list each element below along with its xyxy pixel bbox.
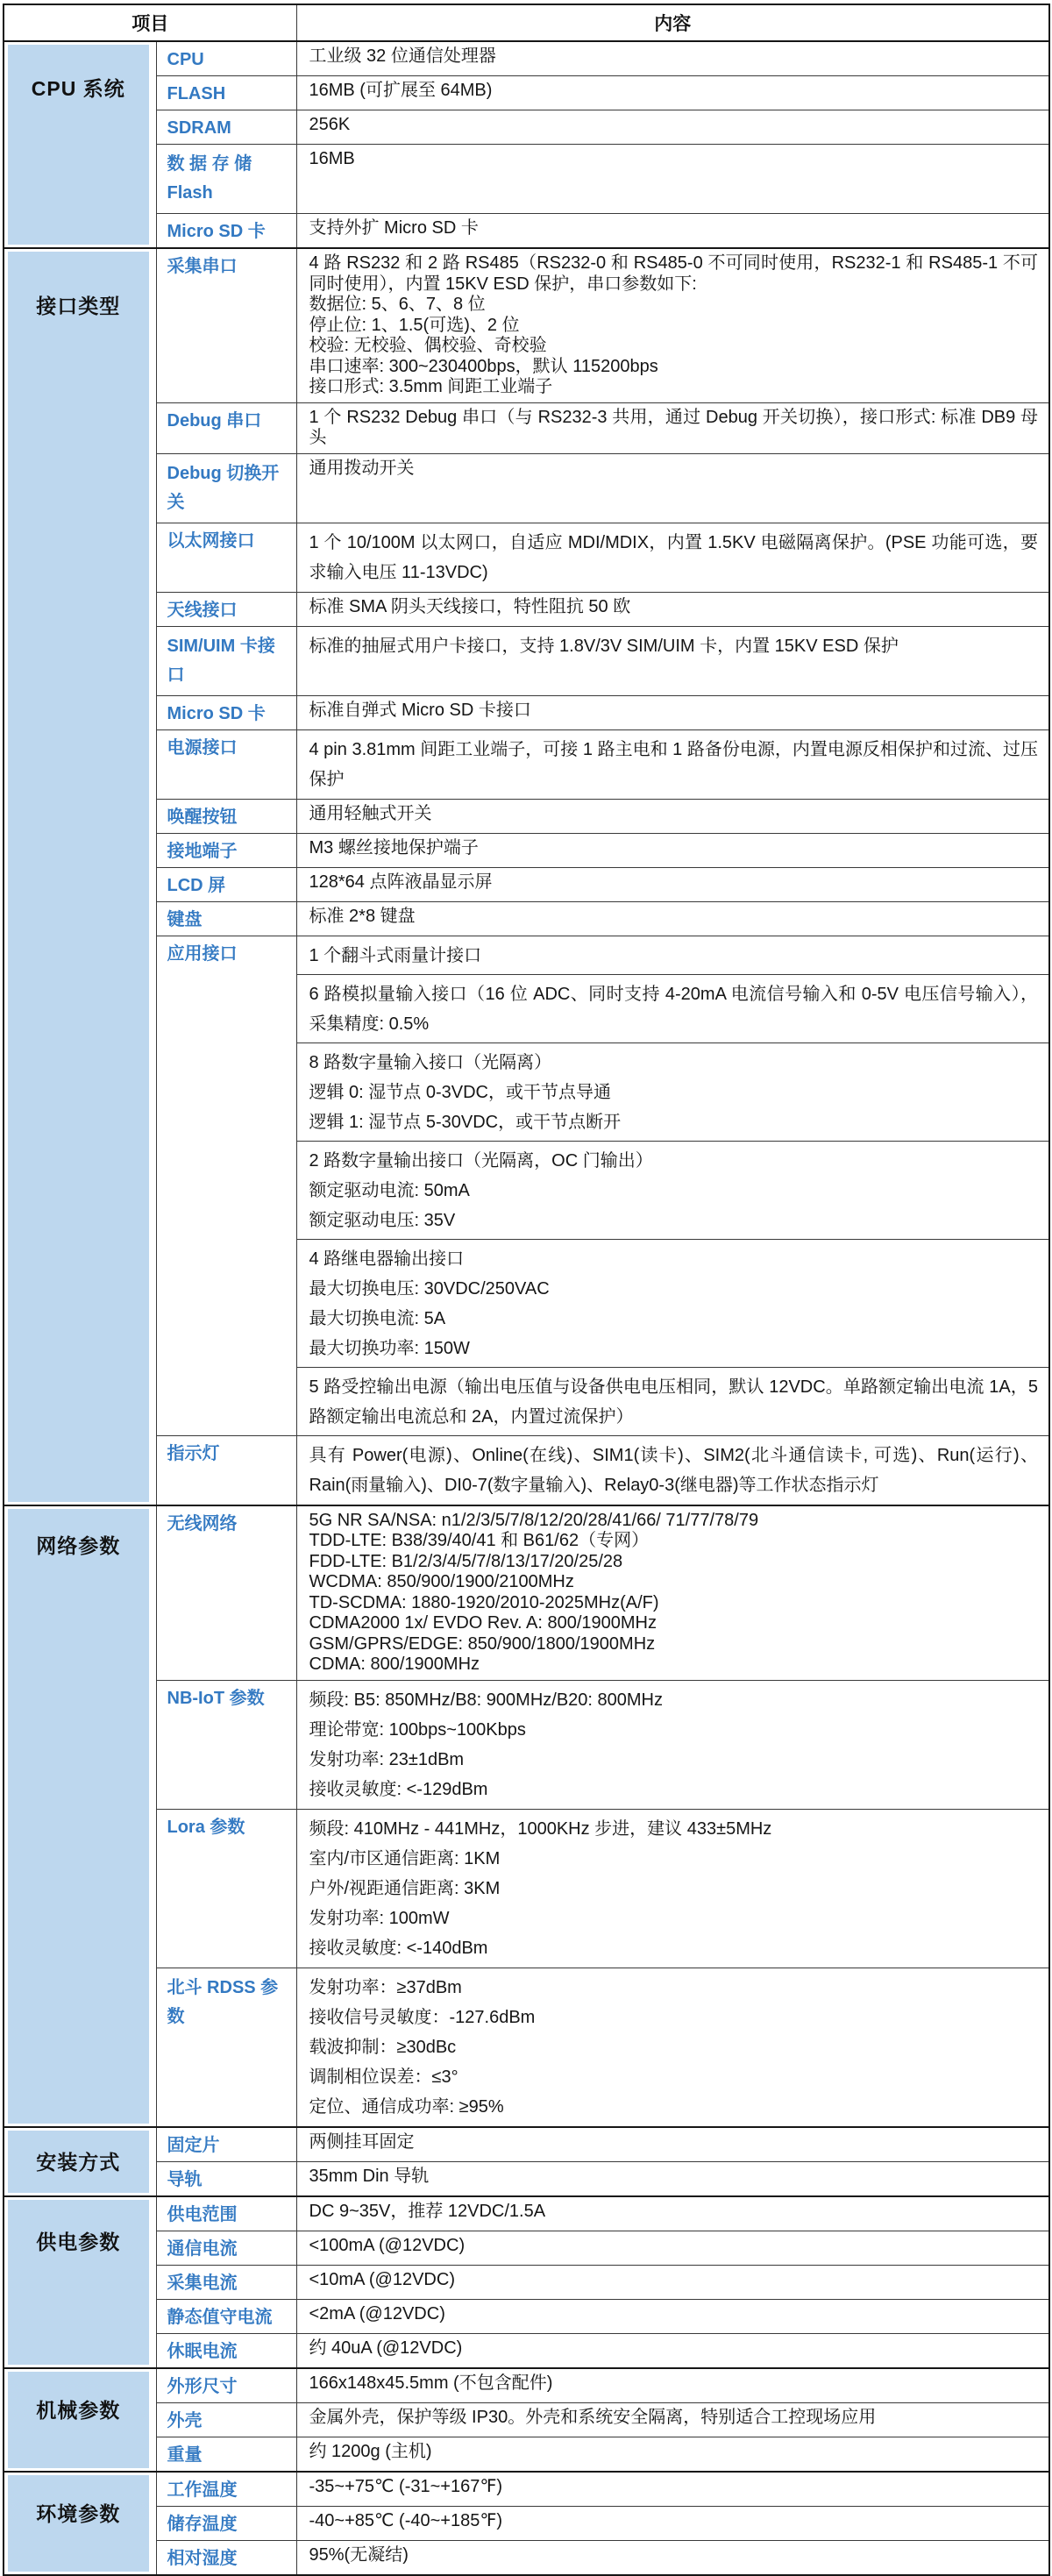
spec-text-line: M3 螺丝接地保护端子 (309, 837, 479, 857)
spec-text-line: <10mA (@12VDC) (309, 2269, 455, 2289)
spec-text-line: 1 个 10/100M 以太网口，自适应 MDI/MDIX，内置 1.5KV 电磁隔离保护。(PSE 功能可选，要求输入电压 11-13VDC) (309, 532, 1038, 582)
spec-row (4, 2437, 1049, 2472)
spec-item-label: CPU (156, 41, 296, 76)
spec-text-line: -40~+85℃ (-40~+185℉) (309, 2510, 503, 2530)
spec-item-label: NB-IoT 参数 (156, 1680, 296, 1809)
spec-item-label: 指示灯 (156, 1435, 296, 1505)
spec-text-line: 载波抑制：≥30dBc (309, 2037, 457, 2057)
spec-text-line: 最大切换功率: 150W (309, 1338, 470, 1358)
spec-cell-body (297, 1968, 1049, 2126)
spec-content-cell (296, 453, 1049, 523)
spec-row (4, 2127, 1049, 2162)
spec-item-label: 工作温度 (156, 2472, 296, 2507)
spec-item-label: 外形尺寸 (156, 2368, 296, 2403)
spec-text-line: GSM/GPRS/EDGE: 850/900/1800/1900MHz (309, 1633, 656, 1654)
spec-text-line: 额定驱动电流: 50mA (309, 1180, 470, 1200)
spec-text-line: 35mm Din 导轨 (309, 2166, 430, 2186)
spec-row (4, 2472, 1049, 2507)
spec-text-line: 接收灵敏度: <-140dBm (309, 1938, 488, 1958)
spec-subcell (297, 1141, 1049, 1239)
spec-text-line: 户外/视距通信距离: 3KM (309, 1878, 501, 1898)
spec-item-label: 静态值守电流 (156, 2299, 296, 2333)
spec-text-line: 128*64 点阵液晶显示屏 (309, 872, 493, 892)
spec-item-label: 休眠电流 (156, 2333, 296, 2368)
spec-text-line: 频段: 410MHz - 441MHz，1000KHz 步进，建议 433±5MHz (309, 1818, 772, 1839)
category-label: 网络参数 (36, 1534, 121, 1557)
spec-content-cell (296, 523, 1049, 592)
spec-content-cell (296, 799, 1049, 833)
spec-row (4, 41, 1049, 76)
category-cell (4, 41, 156, 248)
spec-text-line: 5G NR SA/NSA: n1/2/3/5/7/8/12/20/28/41/66/ 71/77/78/79 (309, 1510, 759, 1530)
category-cell (4, 2368, 156, 2472)
spec-row (4, 2506, 1049, 2540)
spec-text-line: 数据位: 5、6、7、8 位 (309, 295, 486, 314)
spec-row (4, 901, 1049, 936)
spec-cell-body (297, 403, 1049, 453)
spec-item-label: Debug 串口 (156, 402, 296, 453)
spec-text-line: 发射功率：≥37dBm (309, 1977, 462, 1997)
spec-cell-body (297, 145, 1049, 174)
spec-content-cell (296, 695, 1049, 729)
spec-row (4, 936, 1049, 1435)
spec-text-line: 约 1200g (主机) (309, 2441, 432, 2461)
spec-row (4, 799, 1049, 833)
spec-text-line: <100mA (@12VDC) (309, 2235, 466, 2255)
spec-content-cell (296, 1435, 1049, 1505)
spec-text-line: 理论带宽: 100bps~100Kbps (309, 1719, 526, 1740)
category-cell (4, 1505, 156, 2127)
category-highlight (8, 2372, 149, 2468)
spec-text-line: 166x148x45.5mm (不包含配件) (309, 2373, 553, 2393)
spec-item-label: 采集电流 (156, 2265, 296, 2299)
spec-text-line: 额定驱动电压: 35V (309, 1210, 456, 1230)
spec-item-label: 接地端子 (156, 833, 296, 867)
spec-cell-body (297, 2231, 1049, 2261)
spec-cell-body (297, 800, 1049, 829)
spec-cell-body (297, 214, 1049, 244)
spec-text-line: TDD-LTE: B38/39/40/41 和 B61/62（专网） (309, 1531, 650, 1550)
spec-content-cell (296, 592, 1049, 626)
spec-item-label: 键盘 (156, 901, 296, 936)
spec-subcell (297, 1239, 1049, 1367)
spec-content-cell (296, 626, 1049, 695)
spec-text-line: 标准 2*8 键盘 (309, 906, 416, 926)
spec-text-line: 定位、通信成功率: ≥95% (309, 2096, 504, 2117)
spec-row (4, 1505, 1049, 1681)
spec-content-cell (296, 2472, 1049, 2507)
spec-cell-body (297, 1436, 1049, 1505)
category-label: 环境参数 (36, 2501, 121, 2525)
spec-content-cell (296, 145, 1049, 214)
spec-content-cell (296, 1809, 1049, 1968)
spec-text-line: DC 9~35V，推荐 12VDC/1.5A (309, 2201, 546, 2221)
spec-row (4, 2265, 1049, 2299)
spec-text-line: 5 路受控输出电源（输出电压值与设备供电电压相同，默认 12VDC。单路额定输出电流 1A，5 路额定输出电流总和 2A，内置过流保护） (309, 1377, 1038, 1427)
spec-subcell (297, 936, 1049, 974)
spec-subcell (297, 1042, 1049, 1141)
spec-cell-body (297, 834, 1049, 864)
spec-content-cell (296, 2540, 1049, 2575)
spec-text-line: 接收灵敏度: <-129dBm (309, 1779, 488, 1799)
header-row (4, 4, 1049, 41)
spec-text-line: TD-SCDMA: 1880-1920/2010-2025MHz(A/F) (309, 1592, 659, 1612)
spec-text-line: 6 路模拟量输入接口（16 位 ADC、同时支持 4-20mA 电流信号输入和 0-5V 电压信号输入），采集精度: 0.5% (309, 984, 1038, 1034)
spec-text-line: 工业级 32 位通信处理器 (309, 46, 496, 66)
spec-content-cell (296, 729, 1049, 799)
spec-cell-body (297, 1681, 1049, 1809)
spec-row (4, 729, 1049, 799)
spec-text-line: CDMA: 800/1900MHz (309, 1654, 480, 1674)
spec-text-line: 1 个 RS232 Debug 串口（与 RS232-3 共用，通过 Debug 开关切换），接口形式: 标准 DB9 母头 (309, 407, 1038, 447)
spec-text-line: 逻辑 0: 湿节点 0-3VDC，或干节点导通 (309, 1082, 611, 1102)
spec-text-line: 室内/市区通信距离: 1KM (309, 1848, 501, 1868)
spec-text-line: -35~+75℃ (-31~+167℉) (309, 2476, 503, 2496)
spec-cell-body (297, 593, 1049, 623)
spec-cell-body (297, 2162, 1049, 2192)
spec-cell-body (297, 902, 1049, 932)
spec-row (4, 248, 1049, 402)
spec-row (4, 110, 1049, 145)
spec-content-cell (296, 110, 1049, 145)
spec-content-cell (296, 214, 1049, 249)
spec-text-line: 发射功率: 100mW (309, 1908, 450, 1928)
spec-row (4, 76, 1049, 110)
spec-content-cell (296, 2333, 1049, 2368)
spec-row (4, 523, 1049, 592)
spec-text-line: 接口形式: 3.5mm 间距工业端子 (309, 377, 553, 396)
header-content-cell: 内容 (296, 4, 1049, 41)
spec-cell-body (297, 249, 1049, 402)
spec-cell-body (297, 868, 1049, 898)
spec-text-line: 通用拨动开关 (309, 458, 415, 478)
category-cell (4, 2472, 156, 2575)
spec-content-cell (296, 2127, 1049, 2162)
spec-item-label: 外壳 (156, 2402, 296, 2437)
spec-item-label: Micro SD 卡 (156, 695, 296, 729)
category-cell (4, 248, 156, 1505)
spec-text-line: 4 路继电器输出接口 (309, 1249, 465, 1269)
category-highlight (8, 45, 149, 245)
spec-row (4, 2161, 1049, 2196)
spec-text-line: 标准的抽屉式用户卡接口，支持 1.8V/3V SIM/UIM 卡，内置 15KV ESD 保护 (309, 636, 899, 656)
category-highlight (8, 2475, 149, 2572)
spec-text-line: 逻辑 1: 湿节点 5-30VDC，或干节点断开 (309, 1112, 622, 1132)
spec-text-line: 95%(无凝结) (309, 2544, 409, 2565)
category-label: CPU 系统 (31, 77, 125, 100)
spec-row (4, 833, 1049, 867)
spec-text-line: 最大切换电压: 30VDC/250VAC (309, 1278, 550, 1299)
spec-content-cell (296, 2506, 1049, 2540)
spec-cell-body (297, 523, 1049, 592)
spec-row (4, 2402, 1049, 2437)
category-highlight (8, 2131, 149, 2193)
spec-item-label: Lora 参数 (156, 1809, 296, 1968)
category-highlight (8, 252, 149, 1502)
spec-cell-body (297, 2473, 1049, 2502)
header-item-cell: 项目 (4, 4, 296, 41)
spec-text-line: 调制相位误差：≤3° (309, 2067, 458, 2087)
spec-item-label: 储存温度 (156, 2506, 296, 2540)
spec-content-cell (296, 76, 1049, 110)
spec-table-body (4, 41, 1049, 2575)
spec-item-label: 北斗 RDSS 参数 (156, 1968, 296, 2127)
spec-row (4, 402, 1049, 453)
spec-content-cell (296, 2231, 1049, 2265)
spec-text-line: 16MB (可扩展至 64MB) (309, 81, 493, 100)
spec-table (3, 4, 1050, 2576)
spec-subcell (297, 974, 1049, 1042)
spec-row (4, 1968, 1049, 2127)
spec-content-cell (296, 833, 1049, 867)
spec-item-label: FLASH (156, 76, 296, 110)
spec-text-line: 校验: 无校验、偶校验、奇校验 (309, 336, 547, 355)
spec-text-line: 金属外壳，保护等级 IP30。外壳和系统安全隔离，特别适合工控现场应用 (309, 2407, 877, 2427)
spec-text-line: 两侧挂耳固定 (309, 2131, 415, 2152)
spec-content-cell (296, 1680, 1049, 1809)
spec-text-line: 最大切换电流: 5A (309, 1308, 446, 1328)
category-cell (4, 2127, 156, 2196)
spec-row (4, 2196, 1049, 2231)
spec-cell-body (297, 2300, 1049, 2330)
spec-cell-body (297, 2507, 1049, 2537)
spec-item-label: 相对湿度 (156, 2540, 296, 2575)
spec-row (4, 1680, 1049, 1809)
category-label: 接口类型 (36, 295, 121, 317)
spec-text-line: <2mA (@12VDC) (309, 2303, 445, 2323)
spec-content-cell (296, 2196, 1049, 2231)
spec-content-cell (296, 402, 1049, 453)
spec-item-label: SDRAM (156, 110, 296, 145)
spec-item-label: 导轨 (156, 2161, 296, 2196)
spec-content-cell (296, 901, 1049, 936)
spec-cell-body (297, 730, 1049, 799)
spec-row (4, 214, 1049, 249)
spec-text-line: WCDMA: 850/900/1900/2100MHz (309, 1572, 574, 1591)
spec-item-label: 电源接口 (156, 729, 296, 799)
spec-row (4, 1435, 1049, 1505)
spec-item-label: 应用接口 (156, 936, 296, 1435)
spec-text-line: FDD-LTE: B1/2/3/4/5/7/8/13/17/20/25/28 (309, 1551, 623, 1571)
spec-item-label: 采集串口 (156, 248, 296, 402)
category-highlight (8, 1509, 149, 2124)
spec-item-label: 重量 (156, 2437, 296, 2472)
spec-text-line: 2 路数字量输出接口（光隔离，OC 门输出） (309, 1150, 653, 1171)
spec-content-cell (296, 1505, 1049, 1681)
spec-item-label: 数 据 存 储 Flash (156, 145, 296, 214)
spec-text-line: 具有 Power(电源)、Online(在线)、SIM1(读卡)、SIM2(北斗通信读卡, 可选)、Run(运行)、Rain(雨量输入)、DI0-7(数字量输入)、Relay0-3(继电器)等工作状态指示灯 (309, 1445, 1038, 1495)
spec-text-line: 4 pin 3.81mm 间距工业端子，可接 1 路主电和 1 路备份电源，内置电源反相保护和过流、过压保护 (309, 739, 1038, 789)
spec-cell-body (297, 696, 1049, 726)
spec-content-cell (296, 248, 1049, 402)
spec-item-label: 无线网络 (156, 1505, 296, 1681)
spec-cell-body (297, 2266, 1049, 2295)
spec-text-line: 256K (309, 115, 351, 134)
spec-row (4, 2231, 1049, 2265)
spec-cell-body (297, 42, 1049, 72)
spec-cell-body (297, 454, 1049, 484)
spec-text-line: 16MB (309, 149, 355, 168)
spec-item-label: 供电范围 (156, 2196, 296, 2231)
spec-item-label: 天线接口 (156, 592, 296, 626)
spec-item-label: 以太网接口 (156, 523, 296, 592)
spec-cell-body (297, 2541, 1049, 2571)
spec-text-line: 串口速率: 300~230400bps，默认 115200bps (309, 356, 658, 376)
spec-text-line: CDMA2000 1x/ EVDO Rev. A: 800/1900MHz (309, 1613, 657, 1633)
spec-row (4, 867, 1049, 901)
spec-subcell (297, 1367, 1049, 1435)
spec-item-label: Debug 切换开关 (156, 453, 296, 523)
spec-sheet-page (0, 4, 1052, 2576)
category-label: 机械参数 (36, 2398, 121, 2422)
spec-cell-body (297, 2437, 1049, 2467)
spec-cell-body (297, 1810, 1049, 1968)
spec-row (4, 626, 1049, 695)
spec-cell-body (297, 2197, 1049, 2227)
spec-content-cell (296, 2299, 1049, 2333)
spec-cell-body (297, 110, 1049, 140)
spec-row (4, 2368, 1049, 2403)
spec-text-line: 接收信号灵敏度：-127.6dBm (309, 2007, 536, 2027)
spec-item-label: 通信电流 (156, 2231, 296, 2265)
spec-content-cell (296, 2368, 1049, 2403)
spec-text-line: 4 路 RS232 和 2 路 RS485（RS232-0 和 RS485-0 不可同时使用，RS232-1 和 RS485-1 不可同时使用），内置 15KV ESD 保护，串口参数如下: (309, 253, 1038, 294)
spec-text-line: 频段: B5: 850MHz/B8: 900MHz/B20: 800MHz (309, 1690, 663, 1710)
spec-row (4, 1809, 1049, 1968)
category-highlight (8, 2200, 149, 2365)
spec-item-label: LCD 屏 (156, 867, 296, 901)
spec-cell-body (297, 1506, 1049, 1680)
spec-row (4, 592, 1049, 626)
spec-content-cell (296, 936, 1049, 1435)
spec-row (4, 2540, 1049, 2575)
spec-text-line: 标准 SMA 阴头天线接口，特性阻抗 50 欧 (309, 596, 631, 616)
spec-text-line: 发射功率: 23±1dBm (309, 1749, 465, 1769)
spec-row (4, 695, 1049, 729)
spec-text-line: 1 个翻斗式雨量计接口 (309, 945, 482, 965)
spec-item-label: SIM/UIM 卡接口 (156, 626, 296, 695)
spec-text-line: 停止位: 1、1.5(可选)、2 位 (309, 315, 520, 335)
spec-content-cell (296, 2437, 1049, 2472)
category-cell (4, 2196, 156, 2368)
spec-row (4, 145, 1049, 214)
spec-content-cell (296, 41, 1049, 76)
category-label: 安装方式 (36, 2150, 121, 2174)
spec-text-line: 支持外扩 Micro SD 卡 (309, 218, 479, 238)
spec-cell-body (297, 2334, 1049, 2364)
spec-text-line: 标准自弹式 Micro SD 卡接口 (309, 700, 531, 720)
spec-content-cell (296, 867, 1049, 901)
spec-content-cell (296, 2265, 1049, 2299)
spec-cell-body (297, 76, 1049, 106)
spec-text-line: 8 路数字量输入接口（光隔离） (309, 1052, 552, 1072)
spec-item-label: Micro SD 卡 (156, 214, 296, 249)
spec-item-label: 固定片 (156, 2127, 296, 2162)
spec-item-label: 唤醒按钮 (156, 799, 296, 833)
category-label: 供电参数 (36, 2230, 121, 2253)
spec-content-cell (296, 2402, 1049, 2437)
spec-cell-body (297, 2128, 1049, 2158)
spec-cell-body (297, 627, 1049, 665)
spec-row (4, 453, 1049, 523)
spec-row (4, 2333, 1049, 2368)
spec-row (4, 2299, 1049, 2333)
spec-content-cell (296, 1968, 1049, 2127)
spec-text-line: 约 40uA (@12VDC) (309, 2338, 463, 2358)
spec-cell-body (297, 2369, 1049, 2399)
spec-cell-body (297, 2403, 1049, 2433)
spec-text-line: 通用轻触式开关 (309, 803, 432, 823)
spec-content-cell (296, 2161, 1049, 2196)
